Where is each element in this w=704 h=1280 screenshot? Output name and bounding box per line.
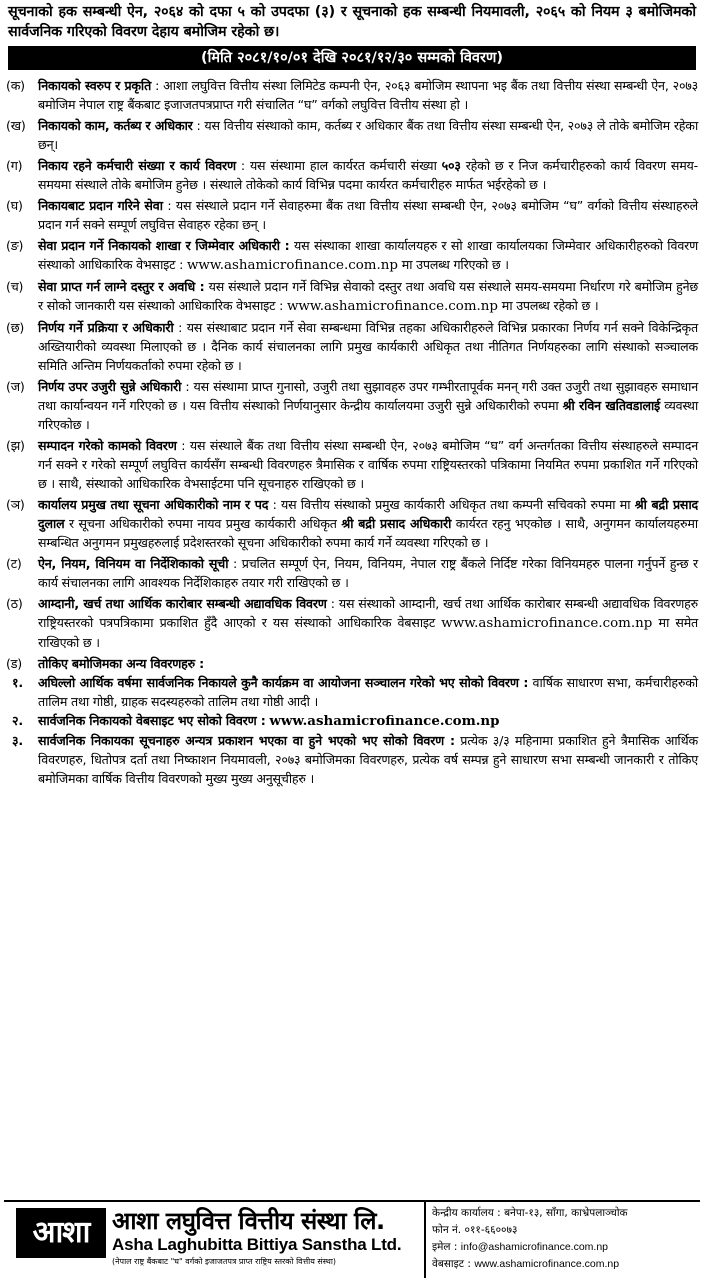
info-officer-name: श्री बद्री प्रसाद अधिकारी bbox=[341, 516, 452, 531]
section-title: निर्णय उपर उजुरी सुन्ने अधिकारी bbox=[38, 379, 182, 394]
section-marker: (ख) bbox=[6, 118, 26, 133]
section-gha bbox=[6, 196, 698, 234]
section-marker: (क) bbox=[6, 78, 25, 93]
section-text: : यस संस्थामा हाल कार्यरत कर्मचारी संख्या bbox=[240, 158, 437, 173]
sub-item-marker: १. bbox=[12, 675, 23, 690]
section-marker: (च) bbox=[6, 279, 24, 294]
disclosure-sections bbox=[4, 76, 700, 788]
section-title: निकायको स्वरुप र प्रकृति bbox=[38, 78, 152, 93]
period-banner: (मिति २०८१/१०/०१ देखि २०८१/१२/३० सम्मको विवरण) bbox=[8, 46, 696, 70]
section-text: मा उपलब्ध गरिएको छ । bbox=[401, 257, 509, 272]
section-title: निर्णय गर्ने प्रक्रिया र अधिकारी bbox=[38, 320, 174, 335]
section-marker: (ट) bbox=[6, 556, 22, 571]
sub-item-title: सार्वजनिक निकायका सूचनाहरु अन्यत्र प्रकाशन भएका वा हुने भएको भए सोको विवरण : bbox=[38, 733, 455, 748]
sub-item-title: अघिल्लो आर्थिक वर्षमा सार्वजनिक निकायले कुनै कार्यक्रम वा आयोजना सञ्चालन गरेको भए सोको विवरण : bbox=[38, 675, 529, 690]
sub-item-marker: ३. bbox=[12, 733, 23, 748]
sub-item-3 bbox=[6, 731, 698, 788]
website-link[interactable]: www.ashamicrofinance.com.np bbox=[474, 1258, 620, 1270]
section-text: : यस संस्थाको आम्दानी, खर्च तथा आर्थिक कारोबार सम्बन्धी अद्यावधिक विवरणहरु राष्ट्रियस्तरको पत्रपत्रिकामा प्रकाशित हुँदै आएको र यस संस्थाको आधिकारिक वेबसाइट bbox=[38, 596, 699, 630]
section-marker: (ठ) bbox=[6, 596, 23, 611]
ceo-name: श्री बद्री प्रसाद दुलाल bbox=[38, 497, 698, 531]
staff-count: ५०३ bbox=[441, 158, 461, 173]
section-marker: (ज) bbox=[6, 379, 25, 394]
section-title: निकायको काम, कर्तब्य र अधिकार bbox=[38, 118, 193, 133]
section-text: यस संस्थाका शाखा कार्यालयहरु र सो शाखा कार्यालयका जिम्मेवार अधिकारीहरुको विवरण संस्थाको आधिकारिक वेभसाइट : bbox=[38, 238, 698, 272]
section-text: : यस संस्थामा प्राप्त गुनासो, उजुरी तथा सुझावहरु उपर गम्भीरतापूर्वक मनन् गरी उक्त उजुरी तथा सुझावहरु समाधान तथा कार्यान्वयन गर्ने गरिएको छ । यस वित्तीय संस्थाको निर्णयानुसार केन्द्रीय कार्यालयमा उजुरी सुन्ने अधिकारीको रुपमा bbox=[38, 379, 698, 413]
contact-label: इमेल : bbox=[432, 1241, 458, 1253]
intro-paragraph: सूचनाको हक सम्बन्धी ऐन, २०६४ को दफा ५ को उपदफा (३) र सूचनाको हक सम्बन्धी नियमावली, २०६५ को नियम ३ बमोजिमको सार्वजनिक गरिएको विवरण देहाय बमोजिम रहेको छ। bbox=[8, 4, 696, 40]
section-title: ऐन, नियम, विनियम वा निर्देशिकाको सूची bbox=[38, 556, 229, 571]
section-marker: (ङ) bbox=[6, 238, 24, 253]
section-text: व्यवस्था गरिएकोछ । bbox=[38, 398, 699, 432]
license-note: (नेपाल राष्ट्र बैंकबाट "घ" वर्गको इजाजतपत्र प्राप्त राष्ट्रिय स्तरको वित्तीय संस्था) bbox=[112, 1257, 337, 1266]
website-link[interactable]: www.ashamicrofinance.com.np bbox=[441, 616, 653, 631]
section-title: सेवा प्राप्त गर्न लाग्ने दस्तुर र अवधि : bbox=[38, 279, 205, 294]
section-text: कार्यरत रहनु भएकोछ । साथै, अनुगमन कार्यालयहरुमा सम्बन्धित अनुगमन प्रमुखहरुलाई प्रदेशस्तरको सूचना अधिकारीको रुपमा कार्य गर्ने व्यवस्था गरिएको छ । bbox=[38, 516, 698, 550]
company-logo: आशा bbox=[16, 1208, 106, 1258]
sub-item-2 bbox=[6, 711, 698, 731]
section-text: : यस संस्थाले प्रदान गर्ने सेवाहरुमा बैंक तथा वित्तीय संस्था सम्बन्धी ऐन, २०७३ बमोजिम “घ” वर्गको वित्तीय संस्थाहरुले प्रदान गर्न सक्ने सम्पूर्ण लघुवित्त सेवाहरु रहेका छन् । bbox=[38, 198, 698, 232]
section-title: आम्दानी, खर्च तथा आर्थिक कारोबार सम्बन्धी अद्यावधिक विवरण bbox=[38, 596, 327, 611]
section-text: : प्रचलित सम्पूर्ण ऐन, नियम, विनियम, नेपाल राष्ट्र बैंकले निर्दिष्ट गरेका विनियमहरु पालना गर्नुपर्ने हुन्छ र कार्य संचालनका लागि आवश्यक निर्देशिकाहरु तयार गरी राखिएको छ । bbox=[38, 556, 698, 590]
section-cha bbox=[6, 277, 698, 316]
grievance-officer-name: श्री रविन खतिवडालाई bbox=[562, 398, 661, 413]
section-nga bbox=[6, 236, 698, 275]
contact-block bbox=[424, 1202, 700, 1278]
company-name-nepali: आशा लघुवित्त वित्तीय संस्था लि. bbox=[112, 1207, 385, 1235]
contact-website bbox=[432, 1256, 700, 1273]
section-text: मा समेत राखिएको छ । bbox=[38, 615, 698, 650]
contact-value[interactable]: ०११-६६००७३ bbox=[464, 1224, 518, 1236]
contact-label: वेबसाइट : bbox=[432, 1258, 471, 1270]
section-title: सम्पादन गरेको कामको विवरण bbox=[38, 438, 177, 453]
section-ga bbox=[6, 156, 698, 194]
section-marker: (ग) bbox=[6, 158, 23, 173]
contact-label: केन्द्रीय कार्यालय : bbox=[432, 1207, 501, 1219]
sub-item-1 bbox=[6, 673, 698, 711]
section-text: : यस वित्तीय संस्थाको काम, कर्तब्य र अधिकार बैंक तथा वित्तीय संस्था सम्बन्धी ऐन, २०७३ ले तोके बमोजिम रहेका छन्। bbox=[38, 118, 699, 152]
contact-label: फोन नं. bbox=[432, 1224, 462, 1236]
company-name-english: Asha Laghubitta Bittiya Sanstha Ltd. bbox=[112, 1235, 402, 1254]
contact-address bbox=[432, 1205, 700, 1222]
section-ja bbox=[6, 377, 698, 434]
email-link[interactable]: info@ashamicrofinance.com.np bbox=[460, 1241, 609, 1253]
section-ka bbox=[6, 76, 698, 114]
section-marker: (छ) bbox=[6, 320, 25, 335]
section-marker: (ञ) bbox=[6, 497, 25, 512]
section-title: कार्यालय प्रमुख तथा सूचना अधिकारीको नाम र पद bbox=[38, 497, 269, 512]
sub-item-text: प्रत्येक ३/३ महिनामा प्रकाशित हुने त्रैमासिक आर्थिक विवरणहरु, धितोपत्र दर्ता तथा निष्काशन नियमावली, २०७३ बमोजिमका विवरणहरु, प्रत्येक वर्ष सम्पन्न हुने साधारण सभा सम्बन्धी जानकारी र तोकिए बमोजिमका वार्षिक वित्तीय विवरणको मुख्य मुख्य अनुसूचीहरु । bbox=[38, 733, 698, 786]
section-kha bbox=[6, 116, 698, 154]
section-marker: (झ) bbox=[6, 438, 25, 453]
section-marker: (ड) bbox=[6, 656, 22, 671]
section-text: : यस वित्तीय संस्थाको प्रमुख कार्यकारी अधिकृत तथा कम्पनी सचिवको रुपमा मा bbox=[272, 497, 631, 512]
section-ta bbox=[6, 554, 698, 592]
section-jha bbox=[6, 436, 698, 493]
website-link[interactable]: www.ashamicrofinance.com.np bbox=[186, 258, 398, 273]
section-da bbox=[6, 654, 698, 788]
section-title: निकाय रहने कर्मचारी संख्या र कार्य विवरण bbox=[38, 158, 236, 173]
sub-item-marker: २. bbox=[12, 713, 23, 728]
footer bbox=[4, 1200, 700, 1278]
section-text: र सूचना अधिकारीको रुपमा नायव प्रमुख कार्यकारी अधिकृत bbox=[69, 516, 337, 531]
section-title: सेवा प्रदान गर्ने निकायको शाखा र जिम्मेवार अधिकारी : bbox=[38, 238, 290, 253]
section-nya bbox=[6, 495, 698, 552]
section-chha bbox=[6, 318, 698, 375]
contact-phone bbox=[432, 1222, 700, 1239]
section-text: यस संस्थाले प्रदान गर्ने विभिन्न सेवाको दस्तुर तथा अवधि यस संस्थाले समय-समयमा निर्धारण गरे बमोजिम हुनेछ र सोको जानकारी यस संस्थाको आधिकारिक वेभसाइट : bbox=[38, 279, 698, 313]
section-title: तोकिए बमोजिमका अन्य विवरणहरु : bbox=[38, 656, 204, 671]
section-text: : यस संस्थाबाट प्रदान गर्ने सेवा सम्बन्धमा विभिन्न तहका अधिकारीहरुले विभिन्न प्रकारका निर्णय गर्न सक्ने विकेन्द्रिकृत अख्तियारीको व्यवस्था मिलाएको छ । दैनिक कार्य संचालनका लागि प्रमुख कार्यकारी अधिकृत तथा नीतिगत निर्णयहरुका लागि संस्थाको सञ्चालक समिति अन्तिम निर्णयकर्ताको रुपमा रहेको छ । bbox=[38, 320, 699, 373]
website-link[interactable]: www.ashamicrofinance.com.np bbox=[269, 713, 500, 729]
sub-item-title: सार्वजनिक निकायको वेबसाइट भए सोको विवरण : bbox=[38, 713, 266, 728]
section-marker: (घ) bbox=[6, 198, 23, 213]
website-link[interactable]: www.ashamicrofinance.com.np bbox=[286, 299, 498, 314]
notice-header bbox=[4, 0, 700, 70]
section-tha bbox=[6, 594, 698, 652]
section-text: : आशा लघुवित्त वित्तीय संस्था लिमिटेड कम्पनी ऐन, २०६३ बमोजिम स्थापना भइ बैंक तथा वित्तीय संस्था सम्बन्धी ऐन, २०७३ बमोजिम नेपाल राष्ट्र बैंकबाट इजाजतपत्रप्राप्त गरी संचालित “घ” वर्गको लघुवित्त वित्तीय संस्था हो । bbox=[38, 78, 698, 112]
section-text: : यस संस्थाले बैंक तथा वित्तीय संस्था सम्बन्धी ऐन, २०७३ बमोजिम “घ” वर्ग अन्तर्गतका वित्तीय संस्थाहरुले सम्पादन गर्न सक्ने र गरेको सम्पूर्ण लघुवित्त कार्यसँग सम्बन्धी विवरणहरु त्रैमासिक र वार्षिक रुपमा राष्ट्रियस्तरको पत्रिकामा नियमित रुपमा प्रकाशित गर्ने गरिएको छ । साथै, संस्थाको आधिकारिक वेभसाईटमा पनि सूचनाहरु राखिएको छ । bbox=[38, 438, 699, 491]
section-text: मा उपलब्ध रहेको छ । bbox=[501, 298, 599, 313]
brand-block bbox=[4, 1202, 424, 1278]
section-text: रहेको छ र निज कर्मचारीहरुको कार्य विवरण समय-समयमा संस्थाले तोके बमोजिम हुनेछ । संस्थाले तोकेको कार्य विभिन्न पदमा कार्यरत कर्मचारीहरु मार्फत भईरहेको छ । bbox=[38, 158, 698, 192]
contact-email bbox=[432, 1239, 700, 1256]
sub-item-text: वार्षिक साधारण सभा, कर्मचारीहरुको तालिम तथा गोष्ठी, ग्राहक सदस्यहरुको तालिम तथा गोष्ठी आदी । bbox=[38, 675, 698, 709]
contact-value: बनेपा-१३, साँगा, काभ्रेपलाञ्चोक bbox=[504, 1207, 628, 1219]
section-title: निकायबाट प्रदान गरिने सेवा bbox=[38, 198, 163, 213]
